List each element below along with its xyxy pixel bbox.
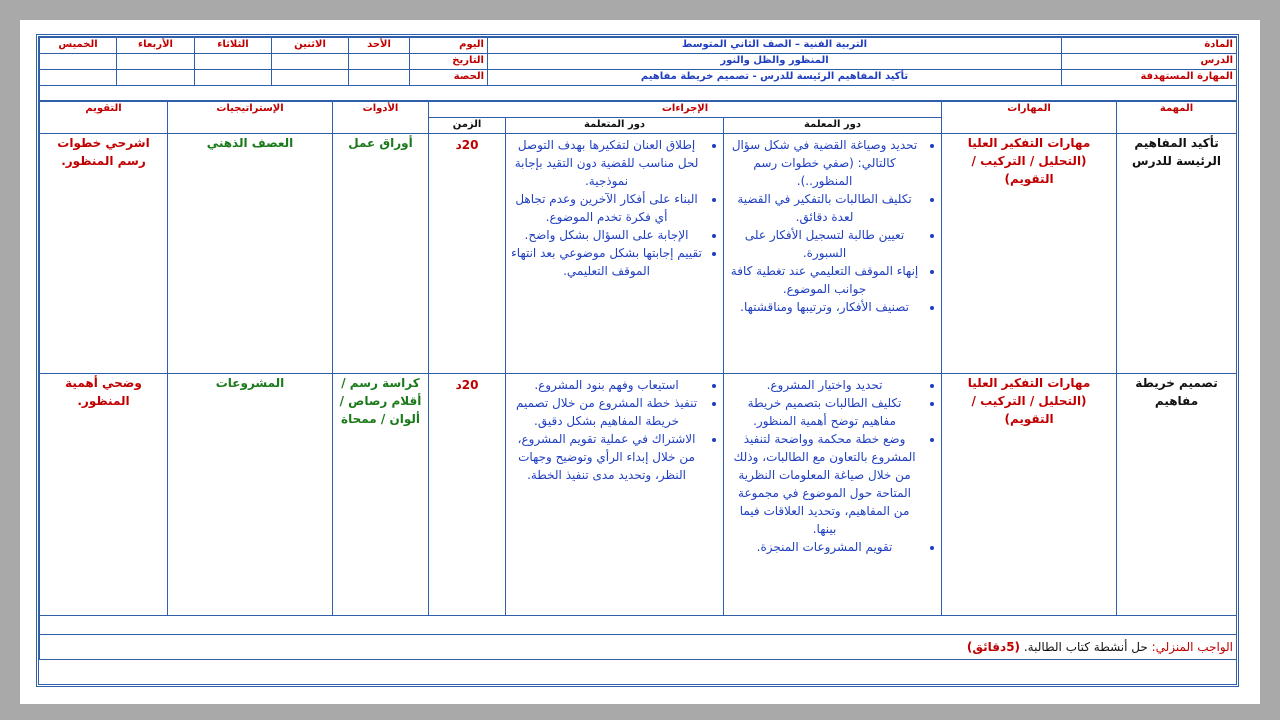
row1-student-role bbox=[506, 134, 724, 374]
list-item: • وضع خطة محكمة وواضحة لتنفيذ المشروع بالتعاون مع الطالبات، وذلك من خلال صياغة المعلومات النظرية المتاحة حول الموضوع في مجموعة من المفاهيم، وتحديد العلاقات فيما بينها. bbox=[729, 430, 920, 538]
day-sunday: الأحد bbox=[349, 38, 410, 54]
homework-text: حل أنشطة كتاب الطالبة. bbox=[1023, 640, 1148, 654]
header-spacer bbox=[40, 86, 1237, 101]
col-procedures: الإجراءات bbox=[429, 102, 942, 118]
header-table bbox=[39, 37, 1237, 101]
period-label: الحصة bbox=[410, 70, 488, 86]
col-skills: المهارات bbox=[942, 102, 1117, 134]
col-tools: الأدوات bbox=[333, 102, 429, 134]
period-cell-2 bbox=[272, 70, 349, 86]
subject-label: المادة bbox=[1062, 38, 1237, 54]
date-cell-2 bbox=[272, 54, 349, 70]
homework-minutes: (5دقائق) bbox=[966, 640, 1021, 654]
row2-tools: كراسة رسم / أقلام رصاص / ألوان / ممحاة bbox=[333, 374, 429, 616]
row2-student-role bbox=[506, 374, 724, 616]
list-item: • تحديد وصياغة القضية في شكل سؤال كالتالي: (صفي خطوات رسم المنظور..). bbox=[729, 136, 920, 190]
row2-task: تصميم خريطة مفاهيم bbox=[1117, 374, 1237, 616]
date-cell-3 bbox=[195, 54, 272, 70]
list-item: • تكليف الطالبات بالتفكير في القضية لعدة دقائق. bbox=[729, 190, 920, 226]
period-cell-4 bbox=[117, 70, 195, 86]
list-item: • تحديد واختيار المشروع. bbox=[729, 376, 920, 394]
target-skill-value: تأكيد المفاهيم الرئيسة للدرس - تصميم خريطة مفاهيم bbox=[488, 70, 1062, 86]
day-tuesday: الثلاثاء bbox=[195, 38, 272, 54]
day-monday: الاثنين bbox=[272, 38, 349, 54]
period-cell-5 bbox=[40, 70, 117, 86]
date-cell-4 bbox=[117, 54, 195, 70]
lesson-plan-page bbox=[20, 20, 1260, 704]
list-item: • الإجابة على السؤال بشكل واضح. bbox=[511, 226, 702, 244]
row1-skills: مهارات التفكير العليا (التحليل / التركيب / التقويم) bbox=[942, 134, 1117, 374]
list-item: • تقويم المشروعات المنجزة. bbox=[729, 538, 920, 556]
date-cell-1 bbox=[349, 54, 410, 70]
lesson-value: المنظور والظل والنور bbox=[488, 54, 1062, 70]
list-item: • البناء على أفكار الآخرين وعدم تجاهل أي فكرة تخدم الموضوع. bbox=[511, 190, 702, 226]
date-cell-5 bbox=[40, 54, 117, 70]
row1-strategy: العصف الذهني bbox=[168, 134, 333, 374]
col-student-role: دور المتعلمة bbox=[506, 118, 724, 134]
subject-value: التربية الفنية – الصف الثاني المتوسط bbox=[488, 38, 1062, 54]
period-cell-1 bbox=[349, 70, 410, 86]
day-wednesday: الأربعاء bbox=[117, 38, 195, 54]
list-item: • الاشتراك في عملية تقويم المشروع، من خلال إبداء الرأي وتوضيح وجهات النظر، وتحديد مدى تنفيذ الخطة. bbox=[511, 430, 702, 484]
lesson-plan-frame bbox=[36, 34, 1239, 687]
row2-strategy: المشروعات bbox=[168, 374, 333, 616]
row2-skills: مهارات التفكير العليا (التحليل / التركيب / التقويم) bbox=[942, 374, 1117, 616]
homework-label: الواجب المنزلي: bbox=[1151, 640, 1234, 654]
list-item: • إطلاق العنان لتفكيرها بهدف التوصل لحل مناسب للقضية دون التقيد بإجابة نموذجية. bbox=[511, 136, 702, 190]
list-item: • تكليف الطالبات بتصميم خريطة مفاهيم توضح أهمية المنظور. bbox=[729, 394, 920, 430]
col-evaluation: التقويم bbox=[40, 102, 168, 134]
main-table bbox=[39, 101, 1237, 660]
list-item: • إنهاء الموقف التعليمي عند تغطية كافة جوانب الموضوع. bbox=[729, 262, 920, 298]
row1-evaluation: اشرحي خطوات رسم المنظور. bbox=[40, 134, 168, 374]
row2-teacher-role bbox=[724, 374, 942, 616]
row1-teacher-role bbox=[724, 134, 942, 374]
row1-tools: أوراق عمل bbox=[333, 134, 429, 374]
col-teacher-role: دور المعلمة bbox=[724, 118, 942, 134]
lesson-label: الدرس bbox=[1062, 54, 1237, 70]
list-item: • تنفيذ خطة المشروع من خلال تصميم خريطة المفاهيم بشكل دقيق. bbox=[511, 394, 702, 430]
table-spacer bbox=[40, 616, 1237, 635]
day-label: اليوم bbox=[410, 38, 488, 54]
row2-time: 20د bbox=[429, 374, 506, 616]
list-item: • تقييم إجابتها بشكل موضوعي بعد انتهاء الموقف التعليمي. bbox=[511, 244, 702, 280]
list-item: • تصنيف الأفكار، وترتيبها ومناقشتها. bbox=[729, 298, 920, 316]
row1-time: 20د bbox=[429, 134, 506, 374]
list-item: • تعيين طالبة لتسجيل الأفكار على السبورة. bbox=[729, 226, 920, 262]
day-thursday: الخميس bbox=[40, 38, 117, 54]
row2-evaluation: وضحي أهمية المنظور. bbox=[40, 374, 168, 616]
row1-task: تأكيد المفاهيم الرئيسة للدرس bbox=[1117, 134, 1237, 374]
list-item: • استيعاب وفهم بنود المشروع. bbox=[511, 376, 702, 394]
col-task: المهمة bbox=[1117, 102, 1237, 134]
target-skill-label: المهارة المستهدفة bbox=[1062, 70, 1237, 86]
col-time: الزمن bbox=[429, 118, 506, 134]
period-cell-3 bbox=[195, 70, 272, 86]
date-label: التاريخ bbox=[410, 54, 488, 70]
homework-row bbox=[40, 635, 1237, 660]
col-strategies: الإستراتيجيات bbox=[168, 102, 333, 134]
